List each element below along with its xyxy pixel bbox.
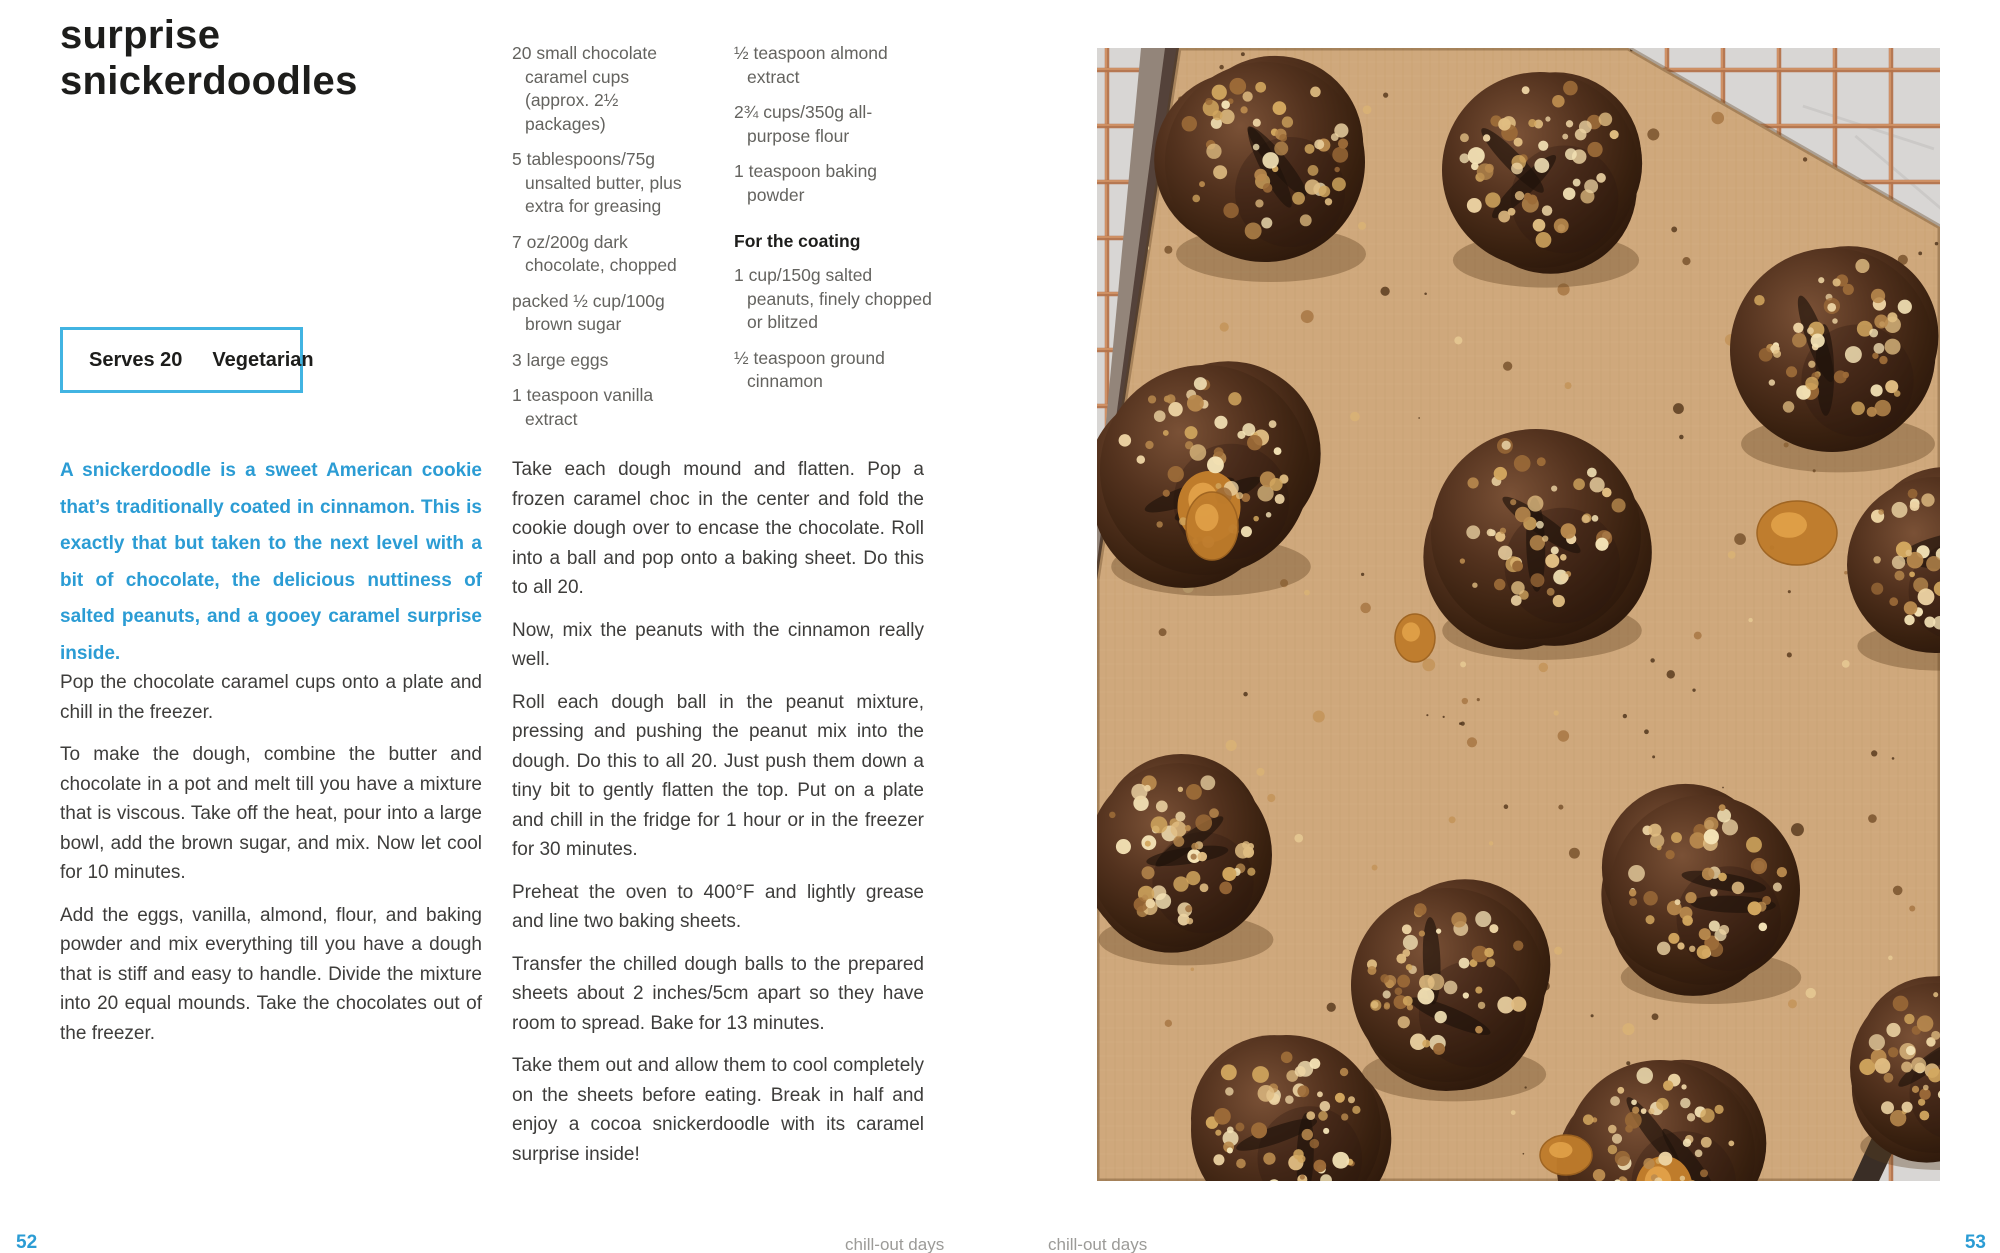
step-item: Add the eggs, vanilla, almond, flour, and baking powder and mix everything till you have a dough that is stiff and easy to handle. Divide the mixture into 20 equal mounds. Take the chocolates out of the freezer. xyxy=(60,904,482,1044)
coating-section-header: For the coating xyxy=(734,231,861,251)
cookie xyxy=(1730,246,1938,472)
page-number-right: 53 xyxy=(1964,1232,1986,1253)
step-item: Now, mix the peanuts with the cinnamon really well. xyxy=(512,619,924,670)
ing-item: 5 tablespoons/75g unsalted butter, plus extra for greasing xyxy=(512,149,682,216)
serves-label: Serves 20 xyxy=(89,348,183,371)
step-item: Transfer the chilled dough balls to the prepared sheets about 2 inches/5cm apart so they have room to spread. Bake for 13 minutes. xyxy=(512,953,924,1034)
step-item: Take them out and allow them to cool completely on the sheets before eating. Break in half and enjoy a cocoa snickerdoodle with its caramel surprise inside! xyxy=(512,1055,924,1165)
ing-item: 7 oz/200g dark chocolate, chopped xyxy=(512,231,677,275)
cookies-photo-illustration xyxy=(1097,48,1940,1181)
ing-item: ½ teaspoon almond extract xyxy=(734,43,888,87)
ingredients-column-1 xyxy=(512,42,696,443)
recipe-photo xyxy=(1097,48,1940,1181)
recipe-title-line2: snickerdoodles xyxy=(60,59,358,103)
step-item: Pop the chocolate caramel cups onto a plate and chill in the freezer. xyxy=(60,672,482,723)
step-item: Take each dough mound and flatten. Pop a frozen caramel choc in the center and fold the cookie dough over to encase the chocolate. Roll into a ball and pop onto a baking sheet. Do this to all 20. xyxy=(512,459,924,598)
ingredients-column-2 xyxy=(734,42,932,406)
cookie xyxy=(1097,361,1321,596)
recipe-title-line1: surprise xyxy=(60,13,221,57)
ing-item: 1 teaspoon vanilla extract xyxy=(512,385,654,429)
diet-label: Vegetarian xyxy=(212,348,314,371)
ingredients-column-2-coating xyxy=(734,264,932,394)
recipe-intro: A snickerdoodle is a sweet American cookie that’s traditionally coated in cinnamon. This is exactly that but taken to the next level with a bit of chocolate, the delicious nuttiness of salted peanuts, and a gooey caramel surprise inside. xyxy=(60,460,482,664)
ingredients-column-2-top xyxy=(734,42,932,207)
serves-badge xyxy=(60,327,314,393)
step-item: Roll each dough ball in the peanut mixture, pressing and pushing the peanut mix into the dough. Do this to all 20. Just push them down a tiny bit to gently flatten the top. Put on a plate and chill in the fridge for 1 hour or in the freezer for 30 minutes. xyxy=(512,691,924,860)
ing-item: ½ teaspoon ground cinnamon xyxy=(734,347,885,391)
instructions-column-left xyxy=(60,668,482,1061)
instructions-column-right xyxy=(512,455,924,1182)
ing-item: packed ½ cup/100g brown sugar xyxy=(512,290,665,334)
cookie xyxy=(1442,72,1642,288)
ing-item: 3 large eggs xyxy=(512,349,609,370)
ing-item: 1 teaspoon baking powder xyxy=(734,161,878,205)
ing-item: 1 cup/150g salted peanuts, finely chopped or blitzed xyxy=(734,265,932,332)
ing-item: 20 small chocolate caramel cups (approx. 2½ packages) xyxy=(512,43,657,134)
chapter-footer-left: chill-out days xyxy=(845,1235,945,1253)
page-number-left: 52 xyxy=(16,1232,38,1253)
step-item: To make the dough, combine the butter and chocolate in a pot and melt till you have a mixture that is viscous. Take off the heat, pour into a large bowl, add the brown sugar, and mix. Now let cool for 10 minutes. xyxy=(60,744,482,883)
ing-item: 2¾ cups/350g all-purpose flour xyxy=(734,102,873,146)
step-item: Preheat the oven to 400°F and lightly grease and line two baking sheets. xyxy=(512,881,924,932)
recipe-title xyxy=(60,12,358,104)
chapter-footer-right: chill-out days xyxy=(1048,1235,1148,1253)
